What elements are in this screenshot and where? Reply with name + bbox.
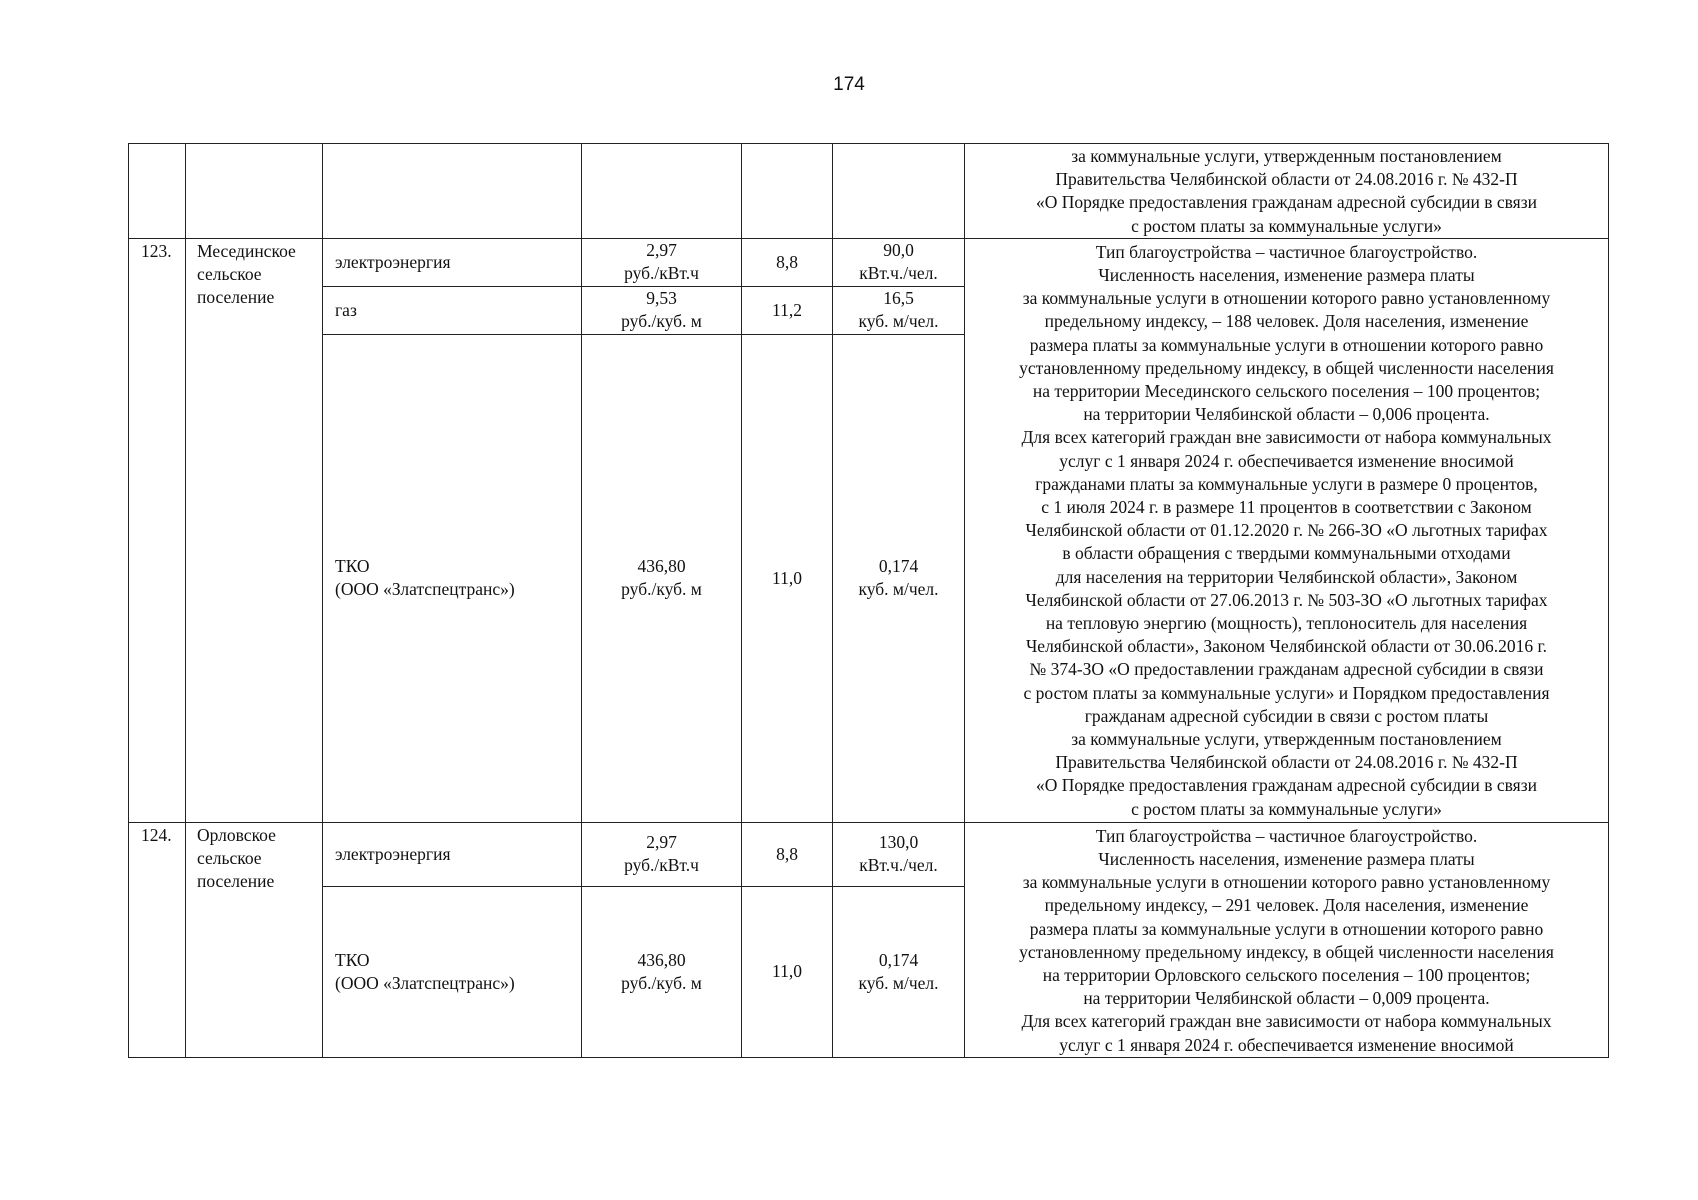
note-line: предельному индексу, – 291 человек. Доля населения, изменение [1044,895,1529,916]
service-name: ТКО (ООО «Златспецтранс») [323,887,582,1058]
note-line: с ростом платы за коммунальные услуги» и Порядком предоставления [1023,682,1550,703]
note-line: Тип благоустройства – частичное благоустройство. [1095,825,1478,846]
note-line: на тепловую энергию (мощность), теплоноситель для населения [1045,613,1528,634]
note-line: услуг с 1 января 2024 г. обеспечивается изменение вносимой [1059,450,1514,471]
note-line: «О Порядке предоставления гражданам адресной субсидии в связи [1035,192,1538,213]
cell-empty [186,144,323,239]
note-line: установленному предельному индексу, в общей численности населения [1019,941,1554,962]
norm-value: 0,174 куб. м/чел. [833,887,965,1058]
cell-empty [582,144,742,239]
norm-value: 90,0 кВт.ч./чел. [833,238,965,286]
note-line: Челябинской области», Законом Челябинской области от 30.06.2016 г. [1025,636,1548,657]
service-name: электроэнергия [323,238,582,286]
note-line: Правительства Челябинской области от 24.08.2016 г. № 432-П [1055,169,1518,190]
index-value: 8,8 [742,822,833,886]
note-line: для населения на территории Челябинской области», Законом [1055,566,1518,587]
tariff-value: 2,97 руб./кВт.ч [582,238,742,286]
cell-empty [323,144,582,239]
table-row [129,238,1609,286]
note-line: с ростом платы за коммунальные услуги» [1131,798,1442,819]
continuation-note [965,144,1609,239]
note-line: Челябинской области от 01.12.2020 г. № 266-ЗО «О льготных тарифах [1025,520,1548,541]
table-row [129,822,1609,886]
tariff-value: 2,97 руб./кВт.ч [582,822,742,886]
note-line: размера платы за коммунальные услуги в отношении которого равно [1029,918,1544,939]
note-line: услуг с 1 января 2024 г. обеспечивается изменение вносимой [1059,1034,1514,1055]
index-value: 11,0 [742,334,833,822]
service-name: электроэнергия [323,822,582,886]
note-line: № 374-ЗО «О предоставлении гражданам адресной субсидии в связи [1029,659,1544,680]
settlement-name: Орловское сельское поселение [186,822,323,1057]
cell-empty [742,144,833,239]
tariff-value: 436,80 руб./куб. м [582,887,742,1058]
index-value: 8,8 [742,238,833,286]
note-line: на территории Челябинской области – 0,009 процента. [1083,988,1490,1009]
note-line: за коммунальные услуги в отношении которого равно установленному [1022,872,1551,893]
note-line: Численность населения, изменение размера платы [1098,849,1475,870]
tariff-value: 436,80 руб./куб. м [582,334,742,822]
note-line: на территории Орловского сельского поселения – 100 процентов; [1042,965,1531,986]
note-line: за коммунальные услуги, утвержденным постановлением [1071,146,1502,166]
norm-value: 0,174 куб. м/чел. [833,334,965,822]
row-number: 124. [129,822,186,1057]
note-line: с 1 июля 2024 г. в размере 11 процентов в соответствии с Законом [1041,497,1532,518]
note-line: гражданами платы за коммунальные услуги в размере 0 процентов, [1035,473,1538,494]
continuation-row [129,144,1609,239]
note-line: Правительства Челябинской области от 24.08.2016 г. № 432-П [1055,752,1518,773]
row-number: 123. [129,238,186,822]
norm-value: 130,0 кВт.ч./чел. [833,822,965,886]
page-number: 174 [833,74,865,95]
norm-value: 16,5 куб. м/чел. [833,286,965,334]
cell-empty [129,144,186,239]
index-value: 11,2 [742,286,833,334]
note-line: на территории Челябинской области – 0,006 процента. [1083,404,1490,425]
note-line: «О Порядке предоставления гражданам адресной субсидии в связи [1035,775,1538,796]
settlement-name: Месединское сельское поселение [186,238,323,822]
tariff-table [128,143,1609,1058]
note-line: предельному индексу, – 188 человек. Доля населения, изменение [1044,311,1529,332]
note-line: с ростом платы за коммунальные услуги» [1131,215,1442,236]
note-line: Численность населения, изменение размера платы [1098,265,1475,286]
service-name: ТКО (ООО «Златспецтранс») [323,334,582,822]
index-value: 11,0 [742,887,833,1058]
note-line: в области обращения с твердыми коммунальными отходами [1062,543,1511,564]
service-name: газ [323,286,582,334]
note-line: размера платы за коммунальные услуги в отношении которого равно [1029,334,1544,355]
note-line: Тип благоустройства – частичное благоустройство. [1095,241,1478,262]
note-line: за коммунальные услуги в отношении которого равно установленному [1022,288,1551,309]
note-line: Челябинской области от 27.06.2013 г. № 503-ЗО «О льготных тарифах [1025,589,1548,610]
note-line: за коммунальные услуги, утвержденным постановлением [1071,729,1502,750]
note-line: гражданам адресной субсидии в связи с ростом платы [1084,705,1489,726]
note-cell [965,822,1609,1057]
note-cell [965,238,1609,822]
cell-empty [833,144,965,239]
note-line: Для всех категорий граждан вне зависимости от набора коммунальных [1021,1011,1552,1032]
note-line: Для всех категорий граждан вне зависимости от набора коммунальных [1021,427,1552,448]
tariff-value: 9,53 руб./куб. м [582,286,742,334]
note-line: на территории Месединского сельского поселения – 100 процентов; [1032,381,1541,402]
note-line: установленному предельному индексу, в общей численности населения [1019,357,1554,378]
